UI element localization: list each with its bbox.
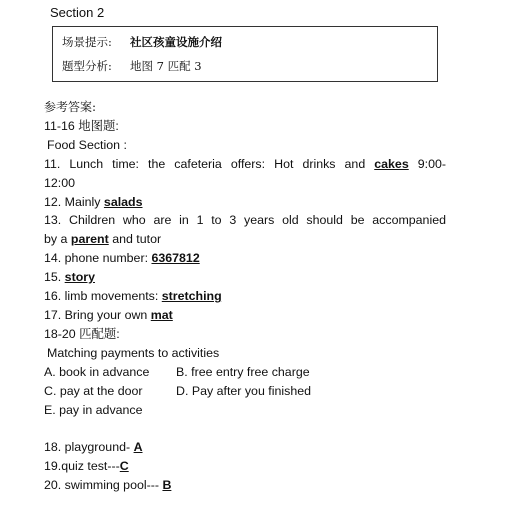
answer-16-key: stretching xyxy=(161,289,222,304)
answer-13-text: by a xyxy=(44,232,71,247)
blank-line xyxy=(44,419,446,438)
matching-question-heading: 18-20 匹配题: xyxy=(44,326,120,341)
answer-14-text: 14. phone number: xyxy=(44,251,152,266)
scene-label: 场景提示: xyxy=(62,35,112,49)
answer-16 xyxy=(44,287,446,306)
answer-17-text: 17. Bring your own xyxy=(44,307,151,322)
answer-14-key: 6367812 xyxy=(151,251,200,266)
type-row xyxy=(62,58,202,74)
food-section-heading: Food Section : xyxy=(47,137,127,152)
options-row-2 xyxy=(44,382,446,401)
answer-11-text: 11. Lunch time: the cafeteria offers: Hot drinks and xyxy=(44,156,375,171)
map-question-heading xyxy=(44,117,446,136)
answer-15-key: story xyxy=(64,270,95,285)
answer-17-key: mat xyxy=(150,307,173,322)
answer-11-time: 9:00- xyxy=(408,156,447,171)
reference-answer-heading: 参考答案: xyxy=(44,100,97,114)
answer-18-text: 18. playground- xyxy=(44,440,134,455)
type-value: 地图 7 匹配 3 xyxy=(130,59,202,73)
answer-15-text: 15. xyxy=(44,270,65,285)
answer-19-text: 19.quiz test--- xyxy=(44,459,120,474)
answer-19 xyxy=(44,457,446,476)
answer-18 xyxy=(44,438,446,457)
option-e: E. pay in advance xyxy=(44,402,143,417)
type-label: 题型分析: xyxy=(62,59,112,73)
answer-12 xyxy=(44,193,446,212)
answer-15 xyxy=(44,268,446,287)
answer-16-text: 16. limb movements: xyxy=(44,289,162,304)
answer-13-continued xyxy=(44,230,446,249)
info-box xyxy=(52,26,438,82)
answer-11-key: cakes xyxy=(374,156,409,171)
answer-18-key: A xyxy=(133,440,143,455)
answer-20 xyxy=(44,476,446,495)
options-row-1 xyxy=(44,363,446,382)
scene-row xyxy=(62,34,222,50)
option-c: C. pay at the door xyxy=(44,383,143,398)
answer-17 xyxy=(44,306,446,325)
answer-20-key: B xyxy=(162,478,172,493)
answer-12-text: 12. Mainly xyxy=(44,194,104,209)
answer-13-tail: and tutor xyxy=(108,232,162,247)
section-title: Section 2 xyxy=(50,5,105,20)
option-d: D. Pay after you finished xyxy=(176,383,311,398)
answer-11-continued: 12:00 xyxy=(44,175,76,190)
option-a: A. book in advance xyxy=(44,364,150,379)
map-heading-text: 11-16 地图题: xyxy=(44,118,119,133)
option-b: B. free entry free charge xyxy=(176,364,310,379)
answer-20-text: 20. swimming pool--- xyxy=(44,478,163,493)
matching-intro: Matching payments to activities xyxy=(47,345,220,360)
answer-13-key: parent xyxy=(70,232,109,247)
answer-13: 13. Children who are in 1 to 3 years old should be accompanied xyxy=(44,213,446,228)
answer-11 xyxy=(44,155,446,174)
answer-19-key: C xyxy=(119,459,129,474)
answer-content xyxy=(44,98,446,495)
answer-14 xyxy=(44,249,446,268)
scene-value: 社区孩童设施介绍 xyxy=(130,35,222,49)
answer-12-key: salads xyxy=(103,194,143,209)
